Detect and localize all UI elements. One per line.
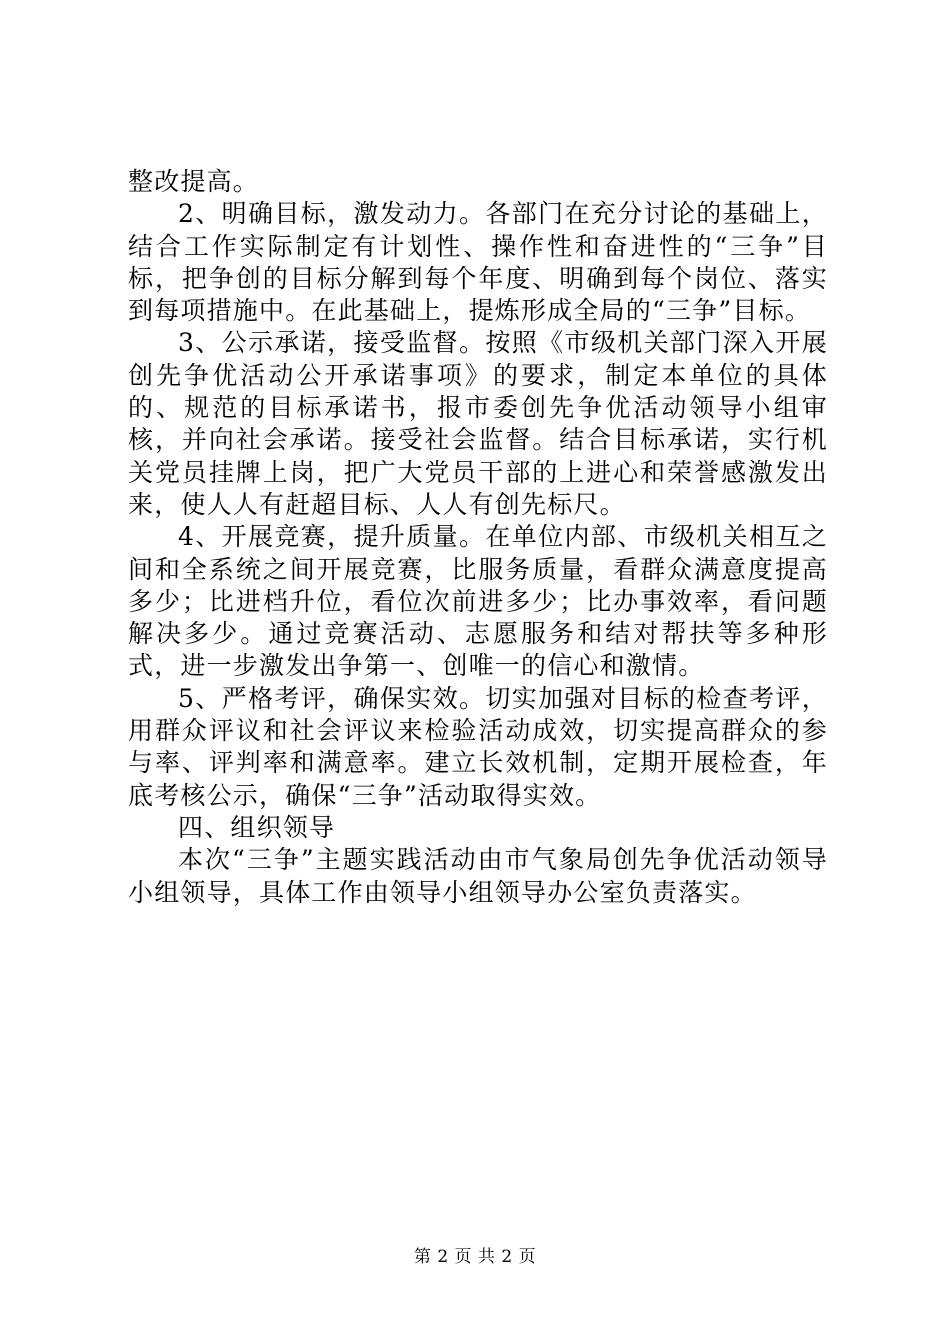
paragraph-organization: 本次“三争”主题实践活动由市气象局创先争优活动领导小组领导，具体工作由领导小组领导办公室负责落实。 (128, 845, 828, 907)
section-heading-organization: 四、组织领导 (178, 812, 336, 842)
document-body (128, 166, 828, 909)
paragraph-item-2: 2、明确目标，激发动力。各部门在充分讨论的基础上，结合工作实际制定有计划性、操作性和奋进性的“三争”目标，把争创的目标分解到每个年度、明确到每个岗位、落实到每项措施中。在此基础上，提炼形成全局的“三争”目标。 (128, 199, 828, 326)
paragraph-item-4: 4、开展竞赛，提升质量。在单位内部、市级机关相互之间和全系统之间开展竞赛，比服务质量，看群众满意度提高多少；比进档升位，看位次前进多少；比办事效率，看问题解决多少。通过竞赛活动、志愿服务和结对帮扶等多种形式，进一步激发出争第一、创唯一的信心和激情。 (128, 522, 828, 681)
page-number-label: 第 2 页 共 2 页 (413, 1247, 537, 1267)
page-footer (0, 1242, 950, 1267)
paragraph-continuation: 整改提高。 (128, 167, 260, 196)
paragraph-item-5: 5、严格考评，确保实效。切实加强对目标的检查考评，用群众评议和社会评议来检验活动成效，切实提高群众的参与率、评判率和满意率。建立长效机制，定期开展检查，年底考核公示，确保“三争”活动取得实效。 (128, 683, 828, 810)
paragraph-item-3: 3、公示承诺，接受监督。按照《市级机关部门深入开展创先争优活动公开承诺事项》的要求，制定本单位的具体的、规范的目标承诺书，报市委创先争优活动领导小组审核，并向社会承诺。接受社会监督。结合目标承诺，实行机关党员挂牌上岗，把广大党员干部的上进心和荣誉感激发出来，使人人有赶超目标、人人有创先标尺。 (128, 328, 828, 519)
